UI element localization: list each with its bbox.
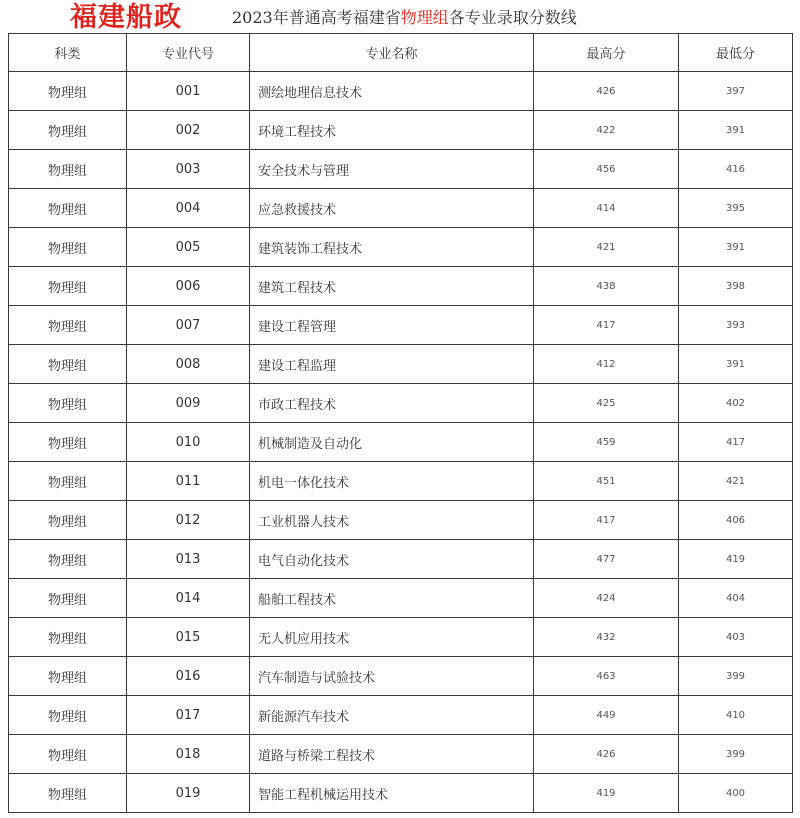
- cell-code: 018: [127, 735, 250, 774]
- cell-max-score: 451: [534, 462, 679, 501]
- cell-max-score: 456: [534, 150, 679, 189]
- cell-max-score: 417: [534, 306, 679, 345]
- page-title: [232, 7, 577, 29]
- table-row: [9, 774, 793, 813]
- cell-code: 003: [127, 150, 250, 189]
- admission-score-table: [8, 33, 793, 813]
- cell-max-score: 425: [534, 384, 679, 423]
- cell-category: 物理组: [9, 774, 127, 813]
- table-row: [9, 735, 793, 774]
- cell-category: 物理组: [9, 696, 127, 735]
- cell-min-score: 416: [679, 150, 793, 189]
- cell-min-score: 406: [679, 501, 793, 540]
- cell-category: 物理组: [9, 306, 127, 345]
- table-row: [9, 540, 793, 579]
- cell-min-score: 398: [679, 267, 793, 306]
- cell-code: 016: [127, 657, 250, 696]
- cell-category: 物理组: [9, 618, 127, 657]
- table-row: [9, 501, 793, 540]
- table-row: [9, 306, 793, 345]
- cell-max-score: 414: [534, 189, 679, 228]
- cell-min-score: 421: [679, 462, 793, 501]
- cell-category: 物理组: [9, 657, 127, 696]
- cell-max-score: 426: [534, 72, 679, 111]
- cell-min-score: 402: [679, 384, 793, 423]
- table-row: [9, 579, 793, 618]
- cell-min-score: 404: [679, 579, 793, 618]
- page-header: [0, 0, 800, 34]
- cell-max-score: 419: [534, 774, 679, 813]
- cell-min-score: 400: [679, 774, 793, 813]
- cell-major: 工业机器人技术: [250, 501, 534, 540]
- table-row: [9, 150, 793, 189]
- cell-major: 电气自动化技术: [250, 540, 534, 579]
- cell-major: 安全技术与管理: [250, 150, 534, 189]
- cell-min-score: 391: [679, 228, 793, 267]
- cell-min-score: 403: [679, 618, 793, 657]
- column-header-min-score: 最低分: [679, 34, 793, 72]
- cell-max-score: 412: [534, 345, 679, 384]
- cell-major: 测绘地理信息技术: [250, 72, 534, 111]
- cell-category: 物理组: [9, 735, 127, 774]
- cell-max-score: 424: [534, 579, 679, 618]
- cell-min-score: 395: [679, 189, 793, 228]
- table-row: [9, 189, 793, 228]
- cell-max-score: 477: [534, 540, 679, 579]
- cell-category: 物理组: [9, 501, 127, 540]
- table-row: [9, 423, 793, 462]
- cell-code: 005: [127, 228, 250, 267]
- cell-max-score: 438: [534, 267, 679, 306]
- table-header-row: [9, 34, 793, 72]
- cell-min-score: 399: [679, 735, 793, 774]
- table-row: [9, 345, 793, 384]
- title-suffix: 各专业录取分数线: [448, 8, 577, 27]
- cell-category: 物理组: [9, 72, 127, 111]
- cell-major: 新能源汽车技术: [250, 696, 534, 735]
- cell-category: 物理组: [9, 150, 127, 189]
- cell-max-score: 449: [534, 696, 679, 735]
- table-row: [9, 462, 793, 501]
- cell-category: 物理组: [9, 540, 127, 579]
- cell-category: 物理组: [9, 267, 127, 306]
- cell-max-score: 432: [534, 618, 679, 657]
- cell-code: 006: [127, 267, 250, 306]
- cell-code: 012: [127, 501, 250, 540]
- cell-code: 017: [127, 696, 250, 735]
- cell-code: 015: [127, 618, 250, 657]
- cell-major: 建筑工程技术: [250, 267, 534, 306]
- table-row: [9, 618, 793, 657]
- cell-code: 008: [127, 345, 250, 384]
- cell-code: 013: [127, 540, 250, 579]
- cell-min-score: 393: [679, 306, 793, 345]
- cell-major: 智能工程机械运用技术: [250, 774, 534, 813]
- cell-min-score: 419: [679, 540, 793, 579]
- table-row: [9, 657, 793, 696]
- table-row: [9, 72, 793, 111]
- cell-code: 009: [127, 384, 250, 423]
- cell-major: 船舶工程技术: [250, 579, 534, 618]
- cell-major: 建筑装饰工程技术: [250, 228, 534, 267]
- cell-max-score: 422: [534, 111, 679, 150]
- cell-category: 物理组: [9, 384, 127, 423]
- column-header-major: 专业名称: [250, 34, 534, 72]
- cell-major: 汽车制造与试验技术: [250, 657, 534, 696]
- cell-major: 建设工程监理: [250, 345, 534, 384]
- title-highlight: 物理组: [400, 8, 449, 27]
- cell-major: 无人机应用技术: [250, 618, 534, 657]
- cell-code: 019: [127, 774, 250, 813]
- cell-major: 市政工程技术: [250, 384, 534, 423]
- cell-category: 物理组: [9, 228, 127, 267]
- cell-min-score: 410: [679, 696, 793, 735]
- cell-max-score: 426: [534, 735, 679, 774]
- cell-code: 011: [127, 462, 250, 501]
- cell-category: 物理组: [9, 189, 127, 228]
- cell-major: 建设工程管理: [250, 306, 534, 345]
- table-row: [9, 384, 793, 423]
- column-header-code: 专业代号: [127, 34, 250, 72]
- title-prefix: 2023年普通高考福建省: [232, 8, 401, 27]
- cell-min-score: 417: [679, 423, 793, 462]
- cell-code: 010: [127, 423, 250, 462]
- cell-category: 物理组: [9, 579, 127, 618]
- cell-min-score: 399: [679, 657, 793, 696]
- cell-min-score: 391: [679, 111, 793, 150]
- cell-max-score: 459: [534, 423, 679, 462]
- cell-max-score: 421: [534, 228, 679, 267]
- cell-category: 物理组: [9, 345, 127, 384]
- cell-category: 物理组: [9, 462, 127, 501]
- table-row: [9, 696, 793, 735]
- cell-category: 物理组: [9, 423, 127, 462]
- cell-code: 007: [127, 306, 250, 345]
- cell-max-score: 417: [534, 501, 679, 540]
- cell-major: 环境工程技术: [250, 111, 534, 150]
- table-row: [9, 267, 793, 306]
- cell-major: 道路与桥梁工程技术: [250, 735, 534, 774]
- cell-major: 机电一体化技术: [250, 462, 534, 501]
- table-row: [9, 228, 793, 267]
- cell-major: 应急救援技术: [250, 189, 534, 228]
- cell-max-score: 463: [534, 657, 679, 696]
- cell-code: 004: [127, 189, 250, 228]
- cell-min-score: 397: [679, 72, 793, 111]
- school-logo-text: 福建船政: [70, 2, 182, 33]
- cell-code: 001: [127, 72, 250, 111]
- cell-major: 机械制造及自动化: [250, 423, 534, 462]
- column-header-category: 科类: [9, 34, 127, 72]
- cell-code: 002: [127, 111, 250, 150]
- cell-code: 014: [127, 579, 250, 618]
- cell-category: 物理组: [9, 111, 127, 150]
- cell-min-score: 391: [679, 345, 793, 384]
- column-header-max-score: 最高分: [534, 34, 679, 72]
- table-row: [9, 111, 793, 150]
